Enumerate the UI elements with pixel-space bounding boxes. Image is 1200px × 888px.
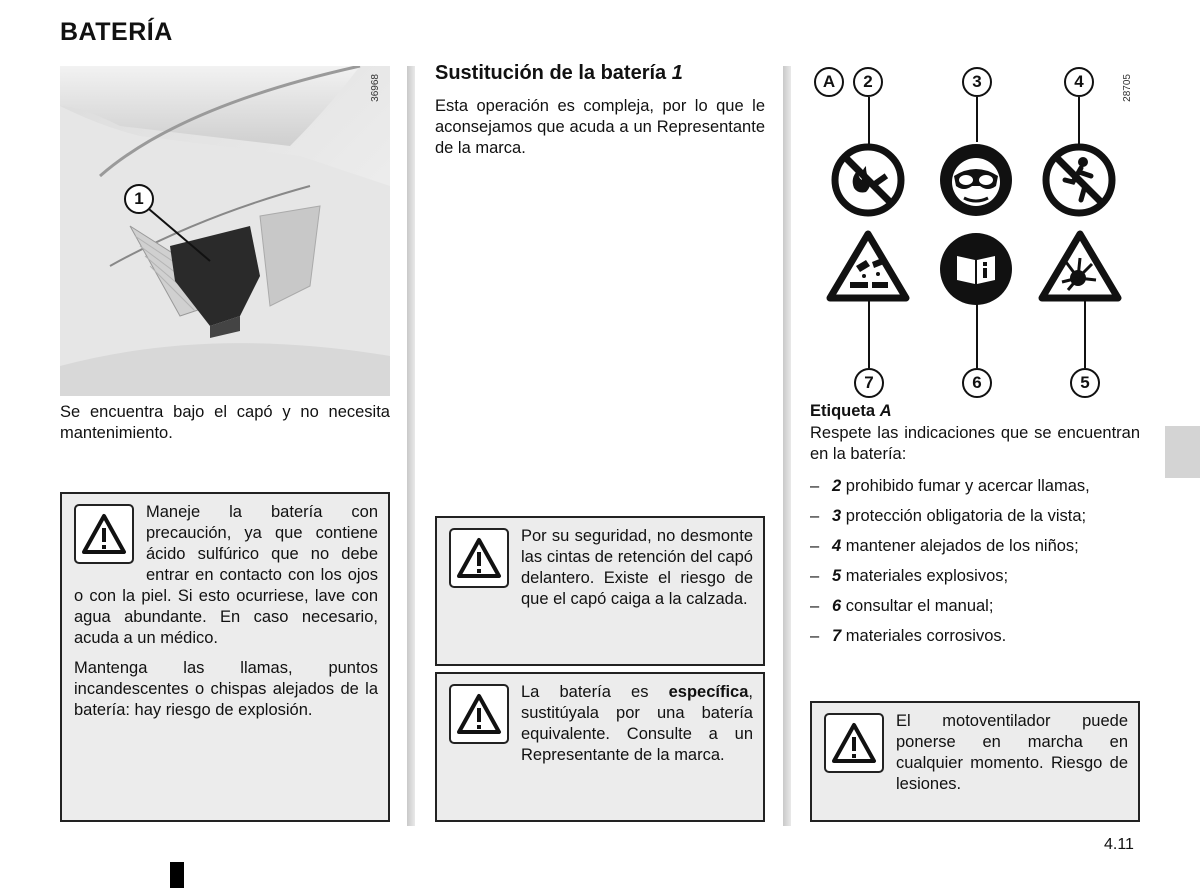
list-item: – 3 protección obligatoria de la vista; <box>810 507 1087 525</box>
callout-5: 5 <box>1070 368 1100 398</box>
list-item: – 6 consultar el manual; <box>810 597 994 615</box>
label-letter-a: A <box>814 67 844 97</box>
no-smoking-flame-icon <box>830 142 906 223</box>
page-title: BATERÍA <box>60 18 173 46</box>
keep-children-away-icon <box>1041 142 1117 223</box>
label-heading: Etiqueta A <box>810 402 892 420</box>
callout-6: 6 <box>962 368 992 398</box>
label-instructions: Respete las indicaciones que se encuentran en la batería: <box>810 424 1140 463</box>
flame-warning-text: Mantenga las llamas, puntos incandescentes o chispas alejados de la batería: hay riesgo de explosión. <box>74 659 378 719</box>
eye-protection-icon <box>938 142 1014 223</box>
fan-warning-box <box>810 701 1140 822</box>
specific-battery-warning-text: La batería es específica, sustitúyala por una batería equivalente. Consulte a un Representante de la marca. <box>521 683 753 764</box>
hood-strap-warning-text: Por su seguridad, no desmonte las cintas de retención del capó delantero. Existe el riesgo de que el capó caiga a la calzada. <box>521 527 753 608</box>
column-divider-right <box>783 66 791 826</box>
leader-line-2 <box>868 97 870 144</box>
callout-battery-1: 1 <box>124 184 154 214</box>
leader-line-7 <box>868 300 870 368</box>
list-item: – 5 materiales explosivos; <box>810 567 1009 585</box>
diagram-reference-number: 28705 <box>1122 74 1133 102</box>
read-manual-icon <box>939 232 1013 311</box>
chapter-thumb-tab <box>1165 426 1200 478</box>
section-title: Sustitución de la batería 1 <box>435 62 683 84</box>
list-item: – 4 mantener alejados de los niños; <box>810 537 1079 555</box>
callout-2: 2 <box>853 67 883 97</box>
acid-warning-box <box>60 492 390 822</box>
page-number: 4.11 <box>1104 836 1134 853</box>
warning-triangle-icon <box>449 528 509 588</box>
leader-line-3 <box>976 97 978 142</box>
fan-warning-text: El motoventilador puede ponerse en marcha en cualquier momento. Riesgo de lesiones. <box>896 712 1128 793</box>
photo-reference-number: 36968 <box>370 74 381 102</box>
crop-mark <box>170 862 184 888</box>
leader-line-5 <box>1084 300 1086 368</box>
acid-warning-text: Maneje la batería con precaución, ya que contiene ácido sulfúrico que no debe entrar en contacto con los ojos o con la piel. Si esto ocurriese, lave con agua abundante. En caso necesario, acuda a un médico. <box>74 503 378 647</box>
warning-triangle-icon <box>449 684 509 744</box>
warning-triangle-icon <box>74 504 134 564</box>
list-item: – 7 materiales corrosivos. <box>810 627 1007 645</box>
callout-3: 3 <box>962 67 992 97</box>
leader-line-4 <box>1078 97 1080 144</box>
explosive-icon <box>1038 230 1122 307</box>
hood-strap-warning-box <box>435 516 765 666</box>
callout-4: 4 <box>1064 67 1094 97</box>
symbol-legend-list <box>810 476 1150 656</box>
warning-triangle-icon <box>824 713 884 773</box>
corrosive-icon <box>826 230 910 307</box>
specific-battery-warning-box <box>435 672 765 822</box>
battery-location-caption: Se encuentra bajo el capó y no necesita mantenimiento. <box>60 403 390 442</box>
list-item: – 2 prohibido fumar y acercar llamas, <box>810 477 1090 495</box>
section-text: Esta operación es compleja, por lo que le aconsejamos que acuda a un Representante de la marca. <box>435 97 765 157</box>
callout-7: 7 <box>854 368 884 398</box>
column-divider-left <box>407 66 415 826</box>
engine-bay-photo <box>60 66 390 396</box>
